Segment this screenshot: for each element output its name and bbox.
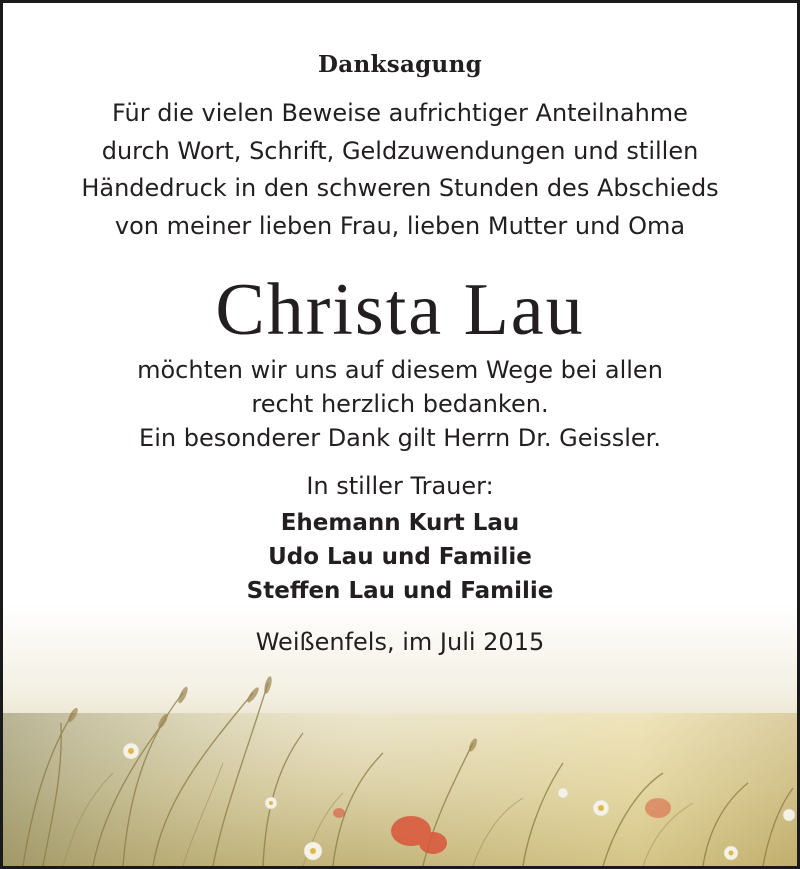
signer-name: Ehemann Kurt Lau (280, 510, 520, 536)
place-date: Weißenfels, im Juli 2015 (255, 628, 545, 656)
thanks-paragraph (3, 353, 797, 455)
intro-line: Händedruck in den schweren Stunden des Abschieds (81, 174, 719, 202)
signer-name: Steffen Lau und Familie (246, 578, 554, 604)
signers-list (3, 506, 797, 608)
signer-name: Udo Lau und Familie (268, 544, 532, 570)
intro-line: Für die vielen Beweise aufrichtiger Anteilnahme (112, 99, 688, 127)
thanks-line: möchten wir uns auf diesem Wege bei allen (137, 356, 663, 384)
intro-line: durch Wort, Schrift, Geldzuwendungen und stillen (101, 136, 699, 165)
intro-line: von meiner lieben Frau, lieben Mutter und Oma (114, 211, 686, 240)
deceased-name: Christa Lau (215, 269, 585, 351)
notice-title: Danksagung (318, 51, 482, 78)
thanks-line: Ein besonderer Dank gilt Herrn Dr. Geissler. (139, 424, 661, 452)
thanks-line: recht herzlich bedanken. (251, 390, 549, 418)
mourning-label: In stiller Trauer: (306, 472, 494, 500)
intro-paragraph (3, 95, 797, 245)
